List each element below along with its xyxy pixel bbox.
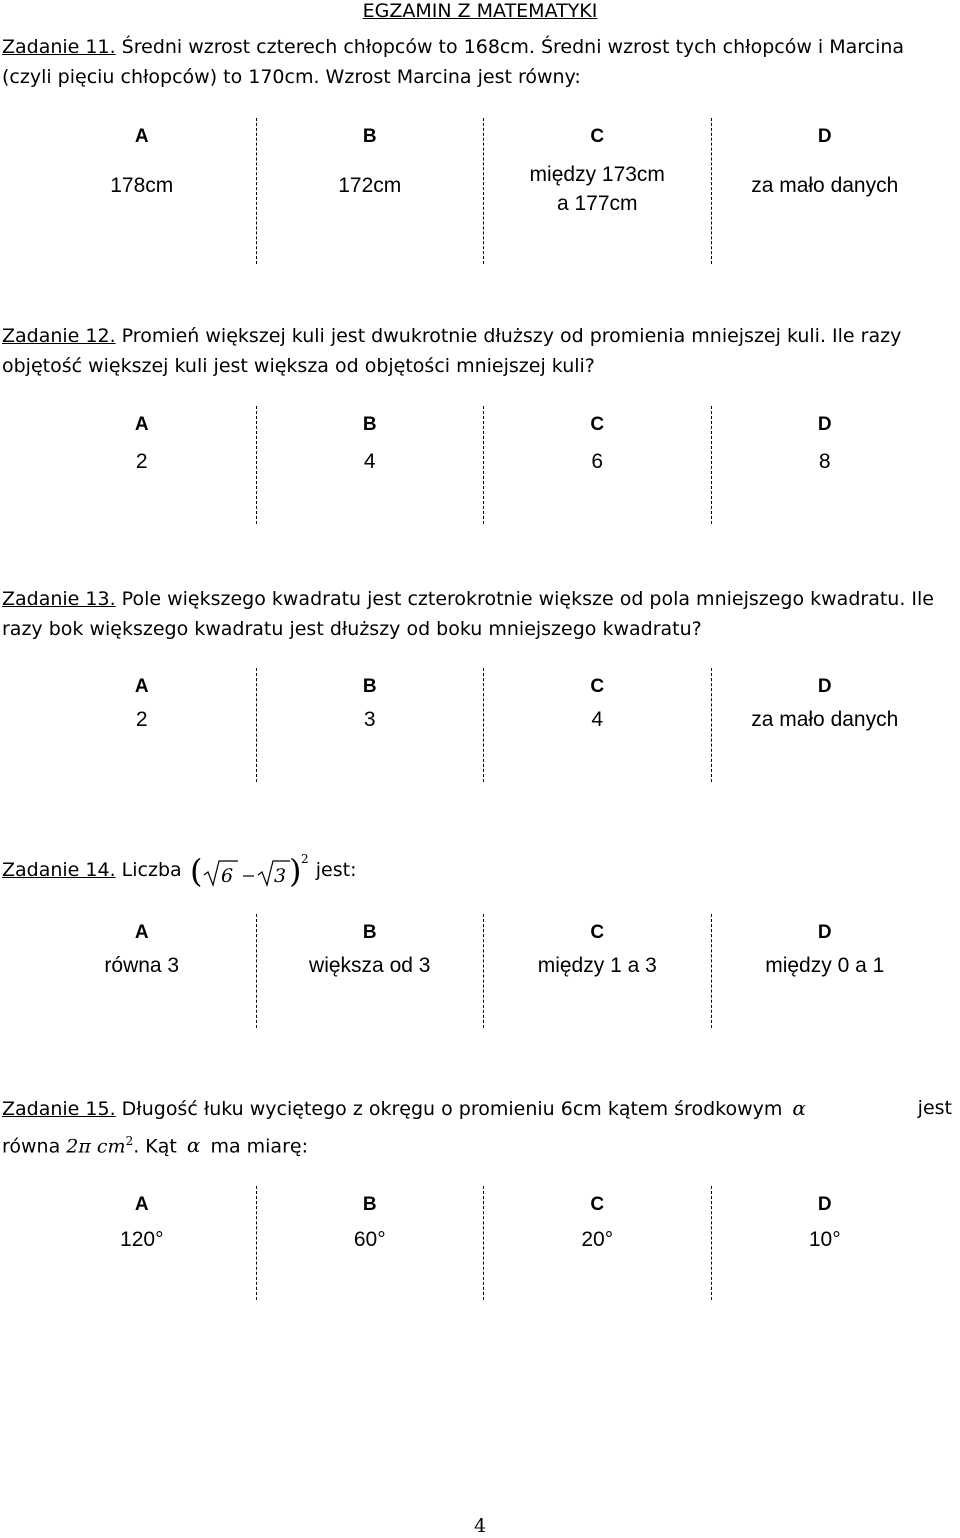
- alpha-symbol-2: α: [186, 1133, 201, 1158]
- task-12-question: Promień większej kuli jest dwukrotnie dłuższy od promienia mniejszej kuli. Ile razy objętość większej kuli jest większa od objętości mniejszej kuli?: [2, 325, 902, 377]
- task-11-question: Średni wzrost czterech chłopców to 168cm. Średni wzrost tych chłopców i Marcina (czyli pięciu chłopców) to 170cm. Wzrost Marcina jest równy:: [2, 36, 905, 88]
- task-14-answers: [28, 914, 938, 1028]
- task-14-formula: [190, 849, 310, 893]
- task-15-question-kat: . Kąt: [133, 1135, 183, 1158]
- option-letter: D: [817, 922, 832, 943]
- task-15-option-d[interactable]: [711, 1186, 939, 1300]
- option-value: 60°: [353, 1228, 386, 1251]
- task-14-option-a[interactable]: [28, 914, 256, 1028]
- option-letter: A: [134, 414, 149, 435]
- option-letter: C: [590, 922, 605, 943]
- task-11-text: [2, 32, 952, 92]
- task-15-label: Zadanie 15.: [2, 1098, 116, 1120]
- task-11-option-a[interactable]: [28, 118, 256, 264]
- option-letter: C: [590, 414, 605, 435]
- arc-length-formula: 2π cm: [66, 1135, 126, 1158]
- option-letter: A: [134, 676, 149, 697]
- option-value: większa od 3: [309, 954, 431, 977]
- formula-radicand-a: 6: [220, 864, 233, 887]
- option-letter: A: [134, 1194, 149, 1215]
- task-12-option-b[interactable]: [256, 406, 484, 524]
- task-13-option-a[interactable]: [28, 668, 256, 782]
- option-value: 8: [818, 450, 831, 473]
- option-value: 4: [363, 450, 376, 473]
- option-letter: B: [362, 922, 377, 943]
- svg-text:): ): [288, 851, 302, 890]
- task-11-answers: [28, 118, 938, 264]
- task-11-label: Zadanie 11.: [2, 36, 116, 58]
- option-value: 120°: [120, 1228, 164, 1251]
- option-letter: A: [134, 126, 149, 147]
- task-14-label: Zadanie 14.: [2, 859, 116, 881]
- formula-radicand-b: 3: [273, 864, 286, 887]
- task-15-question-end: ma miarę:: [204, 1135, 308, 1158]
- task-15-answers: [28, 1186, 938, 1300]
- task-15-question-jest: jest: [917, 1097, 952, 1119]
- alpha-symbol: α: [792, 1096, 806, 1120]
- task-12-answers: [28, 406, 938, 524]
- option-value-line2: a 177cm: [556, 192, 638, 215]
- task-13-option-b[interactable]: [256, 668, 484, 782]
- option-value: 172cm: [338, 174, 402, 197]
- task-14-text: [2, 848, 952, 893]
- option-letter: A: [134, 922, 149, 943]
- option-value: 6: [591, 450, 604, 473]
- option-value: 3: [363, 708, 376, 731]
- task-15-text: [2, 1092, 952, 1162]
- task-11-option-c[interactable]: [483, 118, 711, 264]
- task-15-option-b[interactable]: [256, 1186, 484, 1300]
- option-letter: C: [590, 126, 605, 147]
- task-13-text: [2, 584, 952, 644]
- option-value: 178cm: [110, 174, 174, 197]
- option-letter: B: [362, 676, 377, 697]
- svg-text:(: (: [189, 851, 203, 890]
- formula-exponent: 2: [300, 851, 309, 866]
- task-11-option-b[interactable]: [256, 118, 484, 264]
- option-letter: C: [590, 676, 605, 697]
- option-value: między 1 a 3: [537, 954, 657, 977]
- option-letter: B: [362, 126, 377, 147]
- exam-title: EGZAMIN Z MATEMATYKI: [362, 0, 598, 22]
- option-letter: B: [362, 414, 377, 435]
- task-15-option-c[interactable]: [483, 1186, 711, 1300]
- task-14-question-start: Liczba: [115, 859, 188, 881]
- option-value: 10°: [808, 1228, 841, 1251]
- task-14-option-b[interactable]: [256, 914, 484, 1028]
- option-value: 4: [591, 708, 604, 731]
- task-14-question-end: jest:: [309, 859, 357, 881]
- task-15-option-a[interactable]: [28, 1186, 256, 1300]
- option-letter: D: [817, 676, 832, 697]
- task-15-question-start: Długość łuku wyciętego z okręgu o promieniu 6cm kątem środkowym: [115, 1098, 789, 1120]
- option-letter: D: [817, 1194, 832, 1215]
- option-letter: B: [362, 1194, 377, 1215]
- task-13-answers: [28, 668, 938, 782]
- task-12-text: [2, 321, 952, 381]
- task-14-option-d[interactable]: [711, 914, 939, 1028]
- task-13-option-d[interactable]: [711, 668, 939, 782]
- task-11-option-d[interactable]: [711, 118, 939, 264]
- option-letter: C: [590, 1194, 605, 1215]
- option-value: za mało danych: [751, 174, 899, 197]
- task-13-label: Zadanie 13.: [2, 588, 116, 610]
- task-13-option-c[interactable]: [483, 668, 711, 782]
- arc-length-exponent: 2: [125, 1134, 134, 1148]
- option-letter: D: [817, 414, 832, 435]
- option-value: między 0 a 1: [765, 954, 885, 977]
- task-15-question-rowna: równa: [2, 1135, 67, 1158]
- option-value: za mało danych: [751, 708, 899, 731]
- page-number: 4: [473, 1515, 487, 1537]
- option-value: równa 3: [104, 954, 180, 977]
- task-12-option-c[interactable]: [483, 406, 711, 524]
- option-value: 2: [135, 450, 148, 473]
- task-13-question: Pole większego kwadratu jest czterokrotnie większe od pola mniejszego kwadratu. Ile razy bok większego kwadratu jest dłuższy od boku mniejszego kwadratu?: [2, 588, 934, 640]
- task-14-option-c[interactable]: [483, 914, 711, 1028]
- option-value: 2: [135, 708, 148, 731]
- option-value: między 173cm: [529, 163, 665, 186]
- option-letter: D: [817, 126, 832, 147]
- task-12-option-d[interactable]: [711, 406, 939, 524]
- task-12-option-a[interactable]: [28, 406, 256, 524]
- option-value: 20°: [581, 1228, 614, 1251]
- task-12-label: Zadanie 12.: [2, 325, 116, 347]
